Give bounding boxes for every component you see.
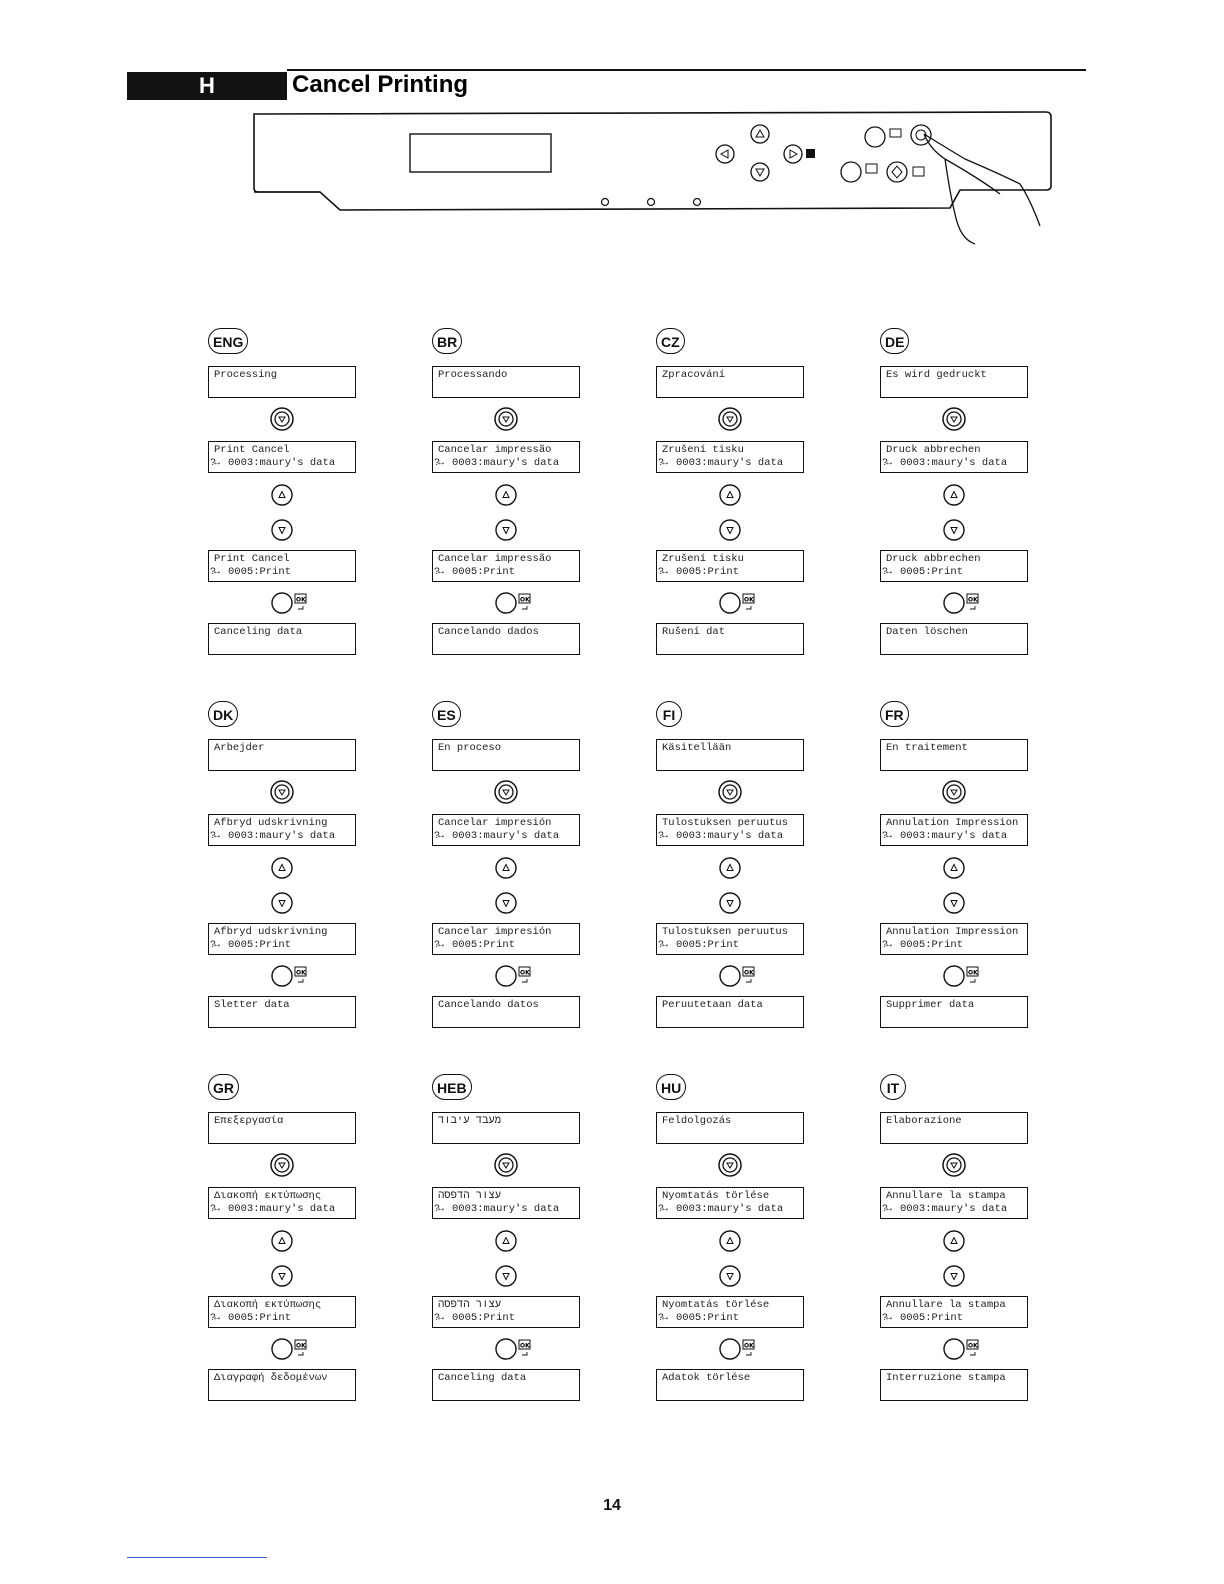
- lcd-job: 0005:Print: [676, 939, 740, 951]
- down-arrow-icon: [943, 1265, 965, 1287]
- lcd-result: [656, 996, 804, 1028]
- blinking-cursor-icon: ?↔: [882, 567, 891, 578]
- lcd-text: En traitement: [886, 742, 968, 754]
- lcd-cancel-job-1: [432, 814, 580, 846]
- lcd-text: Cancelar impressão: [438, 444, 552, 456]
- lcd-cancel-job-1: [208, 441, 356, 473]
- lcd-cancel-job-1: [656, 814, 804, 846]
- lcd-text: Sletter data: [214, 999, 290, 1011]
- lcd-job: 0005:Print: [900, 566, 964, 578]
- up-arrow-icon: [943, 1230, 965, 1252]
- lcd-text: Print Cancel: [214, 444, 290, 456]
- lcd-job: 0005:Print: [452, 566, 516, 578]
- stop-icon: [718, 407, 742, 431]
- svg-text:OK: OK: [296, 969, 306, 977]
- language-column-heb: [432, 1074, 582, 1414]
- lcd-job: 0005:Print: [676, 1312, 740, 1324]
- down-arrow-icon: [495, 519, 517, 541]
- lcd-job: 0003:maury's data: [228, 1203, 336, 1215]
- ok-button-icon: [719, 1337, 759, 1361]
- lcd-processing: [656, 1112, 804, 1144]
- lcd-result: [880, 1369, 1028, 1401]
- lcd-text: Processing: [214, 369, 278, 381]
- blinking-cursor-icon: ?↔: [434, 1313, 443, 1324]
- up-arrow-icon: [495, 857, 517, 879]
- lcd-processing: [432, 739, 580, 771]
- language-badge: GR: [208, 1074, 239, 1100]
- lcd-job: 0003:maury's data: [676, 1203, 784, 1215]
- up-arrow-icon: [495, 1230, 517, 1252]
- lcd-result: [432, 1369, 580, 1401]
- stop-icon: [718, 1153, 742, 1177]
- stop-icon: [270, 780, 294, 804]
- lcd-processing: [208, 739, 356, 771]
- lcd-text: Arbejder: [214, 742, 265, 754]
- svg-text:OK: OK: [520, 969, 530, 977]
- language-badge: FI: [656, 701, 682, 727]
- lcd-text: Käsitellään: [662, 742, 732, 754]
- lcd-text: Annulation Impression: [886, 817, 1019, 829]
- lcd-processing: [208, 1112, 356, 1144]
- lcd-text: Elaborazione: [886, 1115, 962, 1127]
- lcd-text: Adatok törlése: [662, 1372, 751, 1384]
- lcd-job: 0005:Print: [452, 1312, 516, 1324]
- blinking-cursor-icon: ?↔: [882, 940, 891, 951]
- lcd-text: Es wird gedruckt: [886, 369, 987, 381]
- lcd-job: 0003:maury's data: [228, 457, 336, 469]
- lcd-result: [880, 623, 1028, 655]
- ok-button-icon: [943, 964, 983, 988]
- lcd-result: [656, 1369, 804, 1401]
- down-arrow-icon: [943, 892, 965, 914]
- down-arrow-icon: [495, 892, 517, 914]
- lcd-text: Annulation Impression: [886, 926, 1019, 938]
- svg-text:OK: OK: [296, 596, 306, 604]
- language-column-cz: [656, 328, 806, 668]
- blinking-cursor-icon: ?↔: [658, 458, 667, 469]
- language-badge: HEB: [432, 1074, 472, 1100]
- lcd-job: 0005:Print: [228, 939, 292, 951]
- lcd-text: Cancelar impresión: [438, 926, 552, 938]
- lcd-text: Nyomtatás törlése: [662, 1299, 770, 1311]
- lcd-processing: [656, 739, 804, 771]
- lcd-cancel-job-1: [208, 1187, 356, 1219]
- down-arrow-icon: [719, 892, 741, 914]
- lcd-cancel-job-1: [880, 1187, 1028, 1219]
- lcd-text: Canceling data: [214, 626, 303, 638]
- language-badge: BR: [432, 328, 462, 354]
- blinking-cursor-icon: ?↔: [882, 1313, 891, 1324]
- lcd-result: [208, 996, 356, 1028]
- lcd-job: 0003:maury's data: [452, 830, 560, 842]
- lcd-text: Tulostuksen peruutus: [662, 926, 789, 938]
- up-arrow-icon: [271, 484, 293, 506]
- blinking-cursor-icon: ?↔: [434, 1204, 443, 1215]
- lcd-job: 0003:maury's data: [452, 1203, 560, 1215]
- lcd-cancel-job-1: [432, 1187, 580, 1219]
- blinking-cursor-icon: ?↔: [882, 831, 891, 842]
- lcd-text: Peruutetaan data: [662, 999, 763, 1011]
- ok-button-icon: [495, 964, 535, 988]
- svg-text:OK: OK: [968, 596, 978, 604]
- down-arrow-icon: [271, 892, 293, 914]
- language-badge: CZ: [656, 328, 685, 354]
- blinking-cursor-icon: ?↔: [210, 940, 219, 951]
- lcd-text: Διακοπή εκτύπωσης: [214, 1299, 322, 1311]
- lcd-cancel-job-2: [880, 550, 1028, 582]
- lcd-text: מעבד עיבוד: [438, 1115, 502, 1127]
- page-title: Cancel Printing: [292, 71, 469, 98]
- section-tab: [127, 72, 287, 100]
- ok-button-icon: [943, 1337, 983, 1361]
- svg-text:OK: OK: [744, 596, 754, 604]
- lcd-result: [880, 996, 1028, 1028]
- lcd-result: [432, 623, 580, 655]
- ok-button-icon: [495, 1337, 535, 1361]
- stop-icon: [270, 407, 294, 431]
- lcd-cancel-job-2: [432, 1296, 580, 1328]
- lcd-cancel-job-1: [880, 441, 1028, 473]
- stop-icon: [494, 780, 518, 804]
- lcd-cancel-job-2: [208, 1296, 356, 1328]
- lcd-text: Zrušení tisku: [662, 553, 744, 565]
- language-column-dk: [208, 701, 358, 1041]
- up-arrow-icon: [719, 484, 741, 506]
- blinking-cursor-icon: ?↔: [210, 1204, 219, 1215]
- language-badge: ES: [432, 701, 461, 727]
- language-badge: ENG: [208, 328, 248, 354]
- lcd-cancel-job-2: [656, 550, 804, 582]
- blinking-cursor-icon: ?↔: [658, 1313, 667, 1324]
- lcd-text: Processando: [438, 369, 508, 381]
- lcd-job: 0005:Print: [900, 1312, 964, 1324]
- language-column-eng: [208, 328, 358, 668]
- lcd-cancel-job-2: [656, 1296, 804, 1328]
- language-badge: IT: [880, 1074, 906, 1100]
- lcd-text: Canceling data: [438, 1372, 527, 1384]
- up-arrow-icon: [271, 857, 293, 879]
- lcd-job: 0005:Print: [452, 939, 516, 951]
- lcd-processing: [880, 739, 1028, 771]
- language-badge: FR: [880, 701, 909, 727]
- lcd-job: 0005:Print: [228, 566, 292, 578]
- lcd-cancel-job-2: [208, 923, 356, 955]
- up-arrow-icon: [943, 484, 965, 506]
- language-column-fi: [656, 701, 806, 1041]
- svg-text:OK: OK: [520, 1342, 530, 1350]
- lcd-text: En proceso: [438, 742, 502, 754]
- lcd-text: Supprimer data: [886, 999, 975, 1011]
- svg-text:OK: OK: [520, 596, 530, 604]
- language-column-hu: [656, 1074, 806, 1414]
- lcd-cancel-job-2: [880, 1296, 1028, 1328]
- stop-icon: [718, 780, 742, 804]
- lcd-job: 0003:maury's data: [228, 830, 336, 842]
- blinking-cursor-icon: ?↔: [210, 831, 219, 842]
- lcd-text: Cancelar impresión: [438, 817, 552, 829]
- down-arrow-icon: [719, 1265, 741, 1287]
- lcd-result: [432, 996, 580, 1028]
- lcd-cancel-job-2: [432, 550, 580, 582]
- printer-control-panel-illustration: [240, 104, 1070, 254]
- up-arrow-icon: [271, 1230, 293, 1252]
- page-number: 14: [603, 1497, 621, 1514]
- ok-button-icon: [271, 591, 311, 615]
- language-column-es: [432, 701, 582, 1041]
- lcd-processing: [432, 1112, 580, 1144]
- stop-icon: [942, 780, 966, 804]
- lcd-text: Zpracování: [662, 369, 726, 381]
- lcd-cancel-job-2: [208, 550, 356, 582]
- down-arrow-icon: [943, 519, 965, 541]
- blinking-cursor-icon: ?↔: [210, 1313, 219, 1324]
- svg-text:OK: OK: [744, 969, 754, 977]
- ok-button-icon: [271, 964, 311, 988]
- blinking-cursor-icon: ?↔: [658, 831, 667, 842]
- lcd-text: עצור הדפסה: [438, 1299, 502, 1311]
- footer-rule: [127, 1557, 267, 1558]
- language-column-de: [880, 328, 1030, 668]
- lcd-job: 0003:maury's data: [676, 830, 784, 842]
- lcd-text: Tulostuksen peruutus: [662, 817, 789, 829]
- language-column-it: [880, 1074, 1030, 1414]
- lcd-job: 0003:maury's data: [452, 457, 560, 469]
- lcd-job: 0003:maury's data: [900, 1203, 1008, 1215]
- down-arrow-icon: [495, 1265, 517, 1287]
- lcd-cancel-job-2: [880, 923, 1028, 955]
- lcd-job: 0003:maury's data: [676, 457, 784, 469]
- lcd-text: Annullare la stampa: [886, 1190, 1006, 1202]
- lcd-cancel-job-1: [432, 441, 580, 473]
- lcd-result: [208, 1369, 356, 1401]
- lcd-text: Daten löschen: [886, 626, 968, 638]
- ok-button-icon: [719, 591, 759, 615]
- lcd-processing: [208, 366, 356, 398]
- lcd-job: 0003:maury's data: [900, 830, 1008, 842]
- lcd-cancel-job-2: [432, 923, 580, 955]
- stop-icon: [494, 407, 518, 431]
- lcd-text: Afbryd udskrivning: [214, 926, 328, 938]
- up-arrow-icon: [943, 857, 965, 879]
- lcd-text: Annullare la stampa: [886, 1299, 1006, 1311]
- language-badge: HU: [656, 1074, 686, 1100]
- down-arrow-icon: [271, 1265, 293, 1287]
- stop-icon: [270, 1153, 294, 1177]
- lcd-text: Interruzione stampa: [886, 1372, 1006, 1384]
- svg-text:OK: OK: [744, 1342, 754, 1350]
- svg-text:OK: OK: [296, 1342, 306, 1350]
- lcd-job: 0005:Print: [676, 566, 740, 578]
- lcd-cancel-job-1: [656, 441, 804, 473]
- down-arrow-icon: [719, 519, 741, 541]
- lcd-processing: [880, 1112, 1028, 1144]
- ok-button-icon: [271, 1337, 311, 1361]
- lcd-text: Druck abbrechen: [886, 553, 981, 565]
- blinking-cursor-icon: ?↔: [434, 831, 443, 842]
- language-column-gr: [208, 1074, 358, 1414]
- ok-button-icon: [719, 964, 759, 988]
- language-column-br: [432, 328, 582, 668]
- lcd-cancel-job-2: [656, 923, 804, 955]
- lcd-text: Rušení dat: [662, 626, 726, 638]
- lcd-text: Print Cancel: [214, 553, 290, 565]
- ok-button-icon: [495, 591, 535, 615]
- language-badge: DK: [208, 701, 238, 727]
- lcd-text: Διακοπή εκτύπωσης: [214, 1190, 322, 1202]
- lcd-text: Nyomtatás törlése: [662, 1190, 770, 1202]
- section-letter: H: [199, 73, 215, 98]
- lcd-text: Επεξεργασία: [214, 1115, 284, 1127]
- language-column-fr: [880, 701, 1030, 1041]
- stop-icon: [942, 1153, 966, 1177]
- lcd-text: Afbryd udskrivning: [214, 817, 328, 829]
- down-arrow-icon: [271, 519, 293, 541]
- up-arrow-icon: [719, 1230, 741, 1252]
- blinking-cursor-icon: ?↔: [210, 567, 219, 578]
- blinking-cursor-icon: ?↔: [882, 458, 891, 469]
- lcd-text: Cancelando datos: [438, 999, 539, 1011]
- lcd-text: Feldolgozás: [662, 1115, 732, 1127]
- blinking-cursor-icon: ?↔: [882, 1204, 891, 1215]
- lcd-text: עצור הדפסה: [438, 1190, 502, 1202]
- lcd-job: 0003:maury's data: [900, 457, 1008, 469]
- lcd-cancel-job-1: [208, 814, 356, 846]
- up-arrow-icon: [719, 857, 741, 879]
- blinking-cursor-icon: ?↔: [210, 458, 219, 469]
- blinking-cursor-icon: ?↔: [658, 1204, 667, 1215]
- up-arrow-icon: [495, 484, 517, 506]
- lcd-text: Cancelando dados: [438, 626, 539, 638]
- lcd-processing: [880, 366, 1028, 398]
- stop-icon: [942, 407, 966, 431]
- stop-icon: [494, 1153, 518, 1177]
- lcd-result: [208, 623, 356, 655]
- lcd-job: 0005:Print: [228, 1312, 292, 1324]
- svg-text:OK: OK: [968, 969, 978, 977]
- lcd-processing: [432, 366, 580, 398]
- svg-text:OK: OK: [968, 1342, 978, 1350]
- lcd-cancel-job-1: [656, 1187, 804, 1219]
- blinking-cursor-icon: ?↔: [658, 940, 667, 951]
- lcd-result: [656, 623, 804, 655]
- blinking-cursor-icon: ?↔: [434, 458, 443, 469]
- lcd-text: Druck abbrechen: [886, 444, 981, 456]
- blinking-cursor-icon: ?↔: [434, 940, 443, 951]
- lcd-text: Cancelar impressão: [438, 553, 552, 565]
- blinking-cursor-icon: ?↔: [658, 567, 667, 578]
- lcd-job: 0005:Print: [900, 939, 964, 951]
- lcd-processing: [656, 366, 804, 398]
- lcd-text: Διαγραφή δεδομένων: [214, 1372, 328, 1384]
- blinking-cursor-icon: ?↔: [434, 567, 443, 578]
- lcd-text: Zrušení tisku: [662, 444, 744, 456]
- lcd-cancel-job-1: [880, 814, 1028, 846]
- ok-button-icon: [943, 591, 983, 615]
- language-badge: DE: [880, 328, 909, 354]
